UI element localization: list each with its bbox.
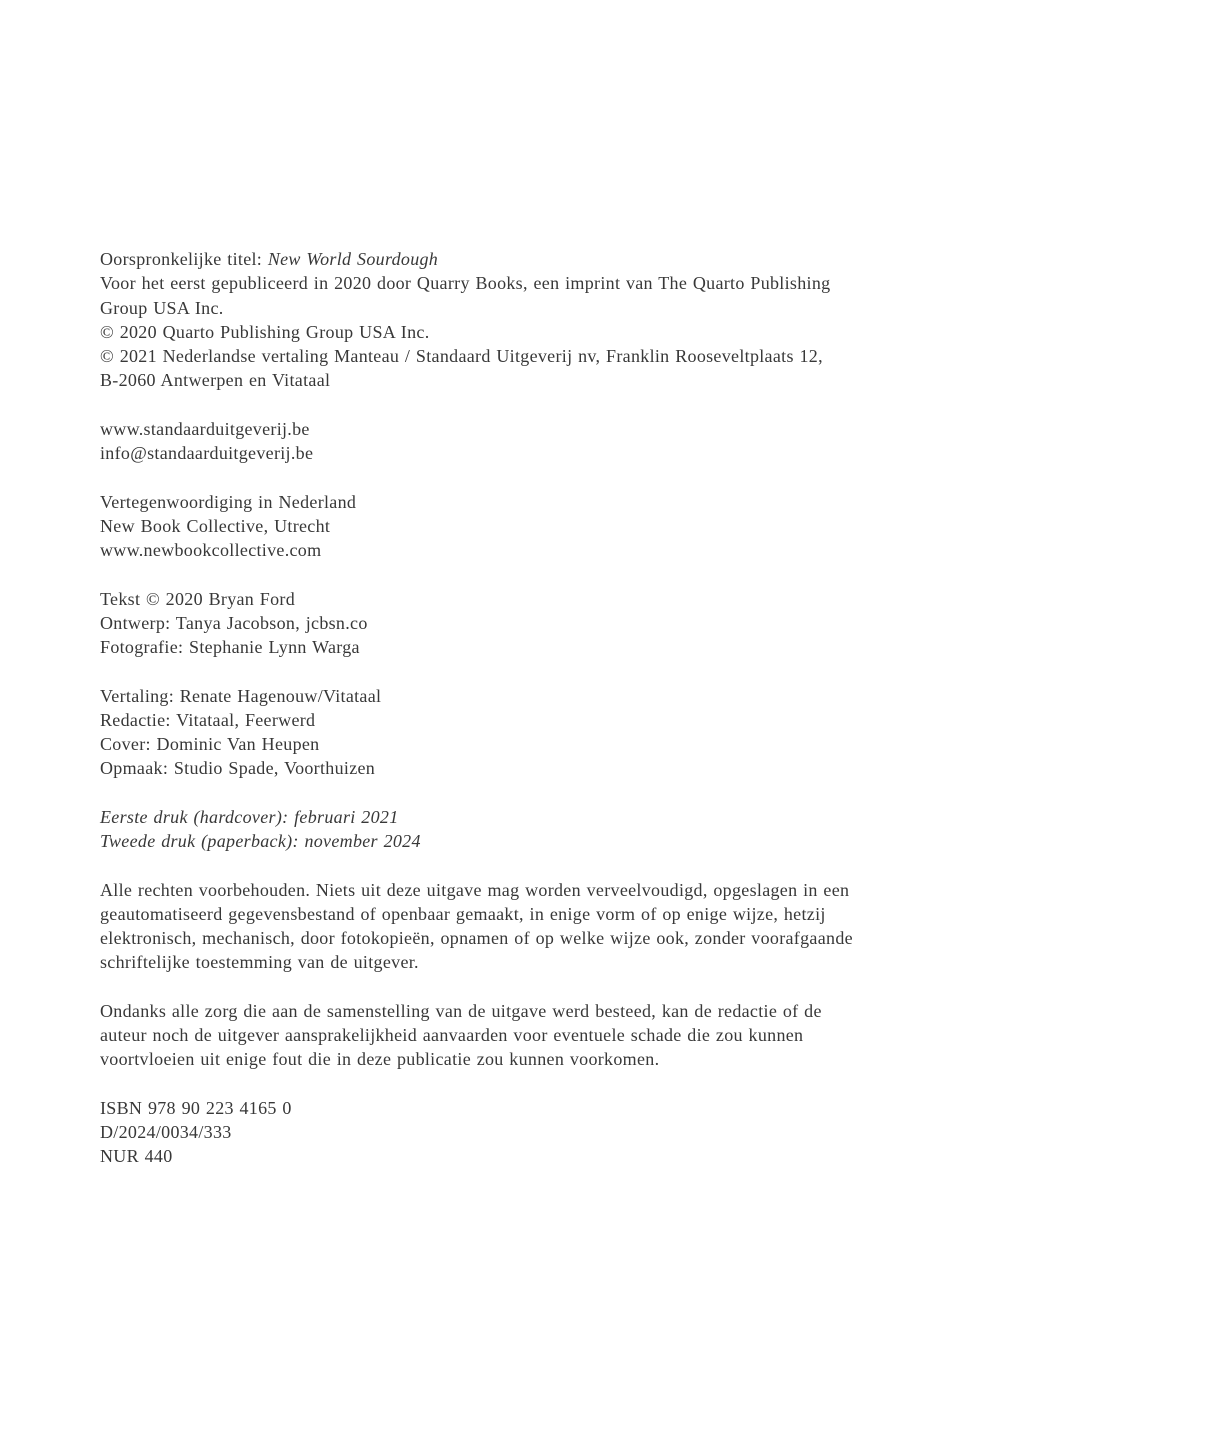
text-line: auteur noch de uitgever aansprakelijkheid aanvaarden voor eventuele schade die zou kunnen bbox=[100, 1025, 804, 1045]
publisher-contact-paragraph bbox=[100, 417, 1160, 466]
original-title-value: New World Sourdough bbox=[267, 249, 439, 269]
text-line: elektronisch, mechanisch, door fotokopieën, opnamen of op welke wijze ook, zonder voorafgaande bbox=[100, 928, 853, 948]
original-title-line bbox=[100, 247, 1160, 271]
isbn-line: ISBN 978 90 223 4165 0 bbox=[100, 1097, 292, 1118]
second-printing-line: Tweede druk (paperback): november 2024 bbox=[100, 831, 421, 851]
nl-representation-paragraph bbox=[100, 490, 1160, 563]
publisher-email: info@standaarduitgeverij.be bbox=[100, 443, 314, 463]
design-credit-line: Ontwerp: Tanya Jacobson, jcbsn.co bbox=[100, 612, 368, 633]
text-line: schriftelijke toestemming van de uitgever. bbox=[100, 952, 419, 973]
photography-credit-line: Fotografie: Stephanie Lynn Warga bbox=[100, 637, 360, 657]
nur-code-line: NUR 440 bbox=[100, 1146, 173, 1167]
copyright-original-line: © 2020 Quarto Publishing Group USA Inc. bbox=[100, 321, 430, 342]
translation-credit-line: Vertaling: Renate Hagenouw/Vitataal bbox=[100, 685, 382, 706]
first-printing-line: Eerste druk (hardcover): februari 2021 bbox=[100, 806, 399, 827]
representative-website: www.newbookcollective.com bbox=[100, 540, 322, 560]
text-credit-line: Tekst © 2020 Bryan Ford bbox=[100, 588, 296, 609]
depot-number-line: D/2024/0034/333 bbox=[100, 1122, 232, 1142]
identifiers-paragraph bbox=[100, 1096, 1160, 1169]
editing-credit-line: Redactie: Vitataal, Feerwerd bbox=[100, 709, 316, 730]
publisher-website: www.standaarduitgeverij.be bbox=[100, 418, 310, 439]
dutch-edition-credits-paragraph bbox=[100, 684, 1160, 781]
original-title-label: Oorspronkelijke titel: bbox=[100, 249, 268, 269]
text-line: Group USA Inc. bbox=[100, 297, 224, 318]
text-line: Voor het eerst gepubliceerd in 2020 door Quarry Books, een imprint van The Quarto Publishing bbox=[100, 273, 831, 294]
copyright-translation-line: © 2021 Nederlandse vertaling Manteau / Standaard Uitgeverij nv, Franklin Rooseveltplaats 12, bbox=[100, 346, 823, 366]
disclaimer-paragraph bbox=[100, 999, 1160, 1072]
colophon-text-block bbox=[100, 247, 1160, 1169]
text-line: Vertegenwoordiging in Nederland bbox=[100, 491, 357, 512]
layout-credit-line: Opmaak: Studio Spade, Voorthuizen bbox=[100, 758, 376, 779]
print-run-paragraph bbox=[100, 805, 1160, 854]
text-line: New Book Collective, Utrecht bbox=[100, 515, 331, 536]
text-line: voortvloeien uit enige fout die in deze publicatie zou kunnen voorkomen. bbox=[100, 1049, 660, 1070]
text-line: Alle rechten voorbehouden. Niets uit deze uitgave mag worden verveelvoudigd, opgeslagen in een bbox=[100, 879, 850, 900]
text-line: geautomatiseerd gegevensbestand of openbaar gemaakt, in enige vorm of op enige wijze, hetzij bbox=[100, 903, 826, 924]
publication-info-paragraph bbox=[100, 247, 1160, 393]
cover-credit-line: Cover: Dominic Van Heupen bbox=[100, 734, 320, 754]
text-line: B-2060 Antwerpen en Vitataal bbox=[100, 370, 331, 391]
rights-reserved-paragraph bbox=[100, 878, 1160, 975]
text-line: Ondanks alle zorg die aan de samenstelling van de uitgave werd besteed, kan de redactie of de bbox=[100, 1000, 822, 1021]
credits-paragraph bbox=[100, 587, 1160, 660]
